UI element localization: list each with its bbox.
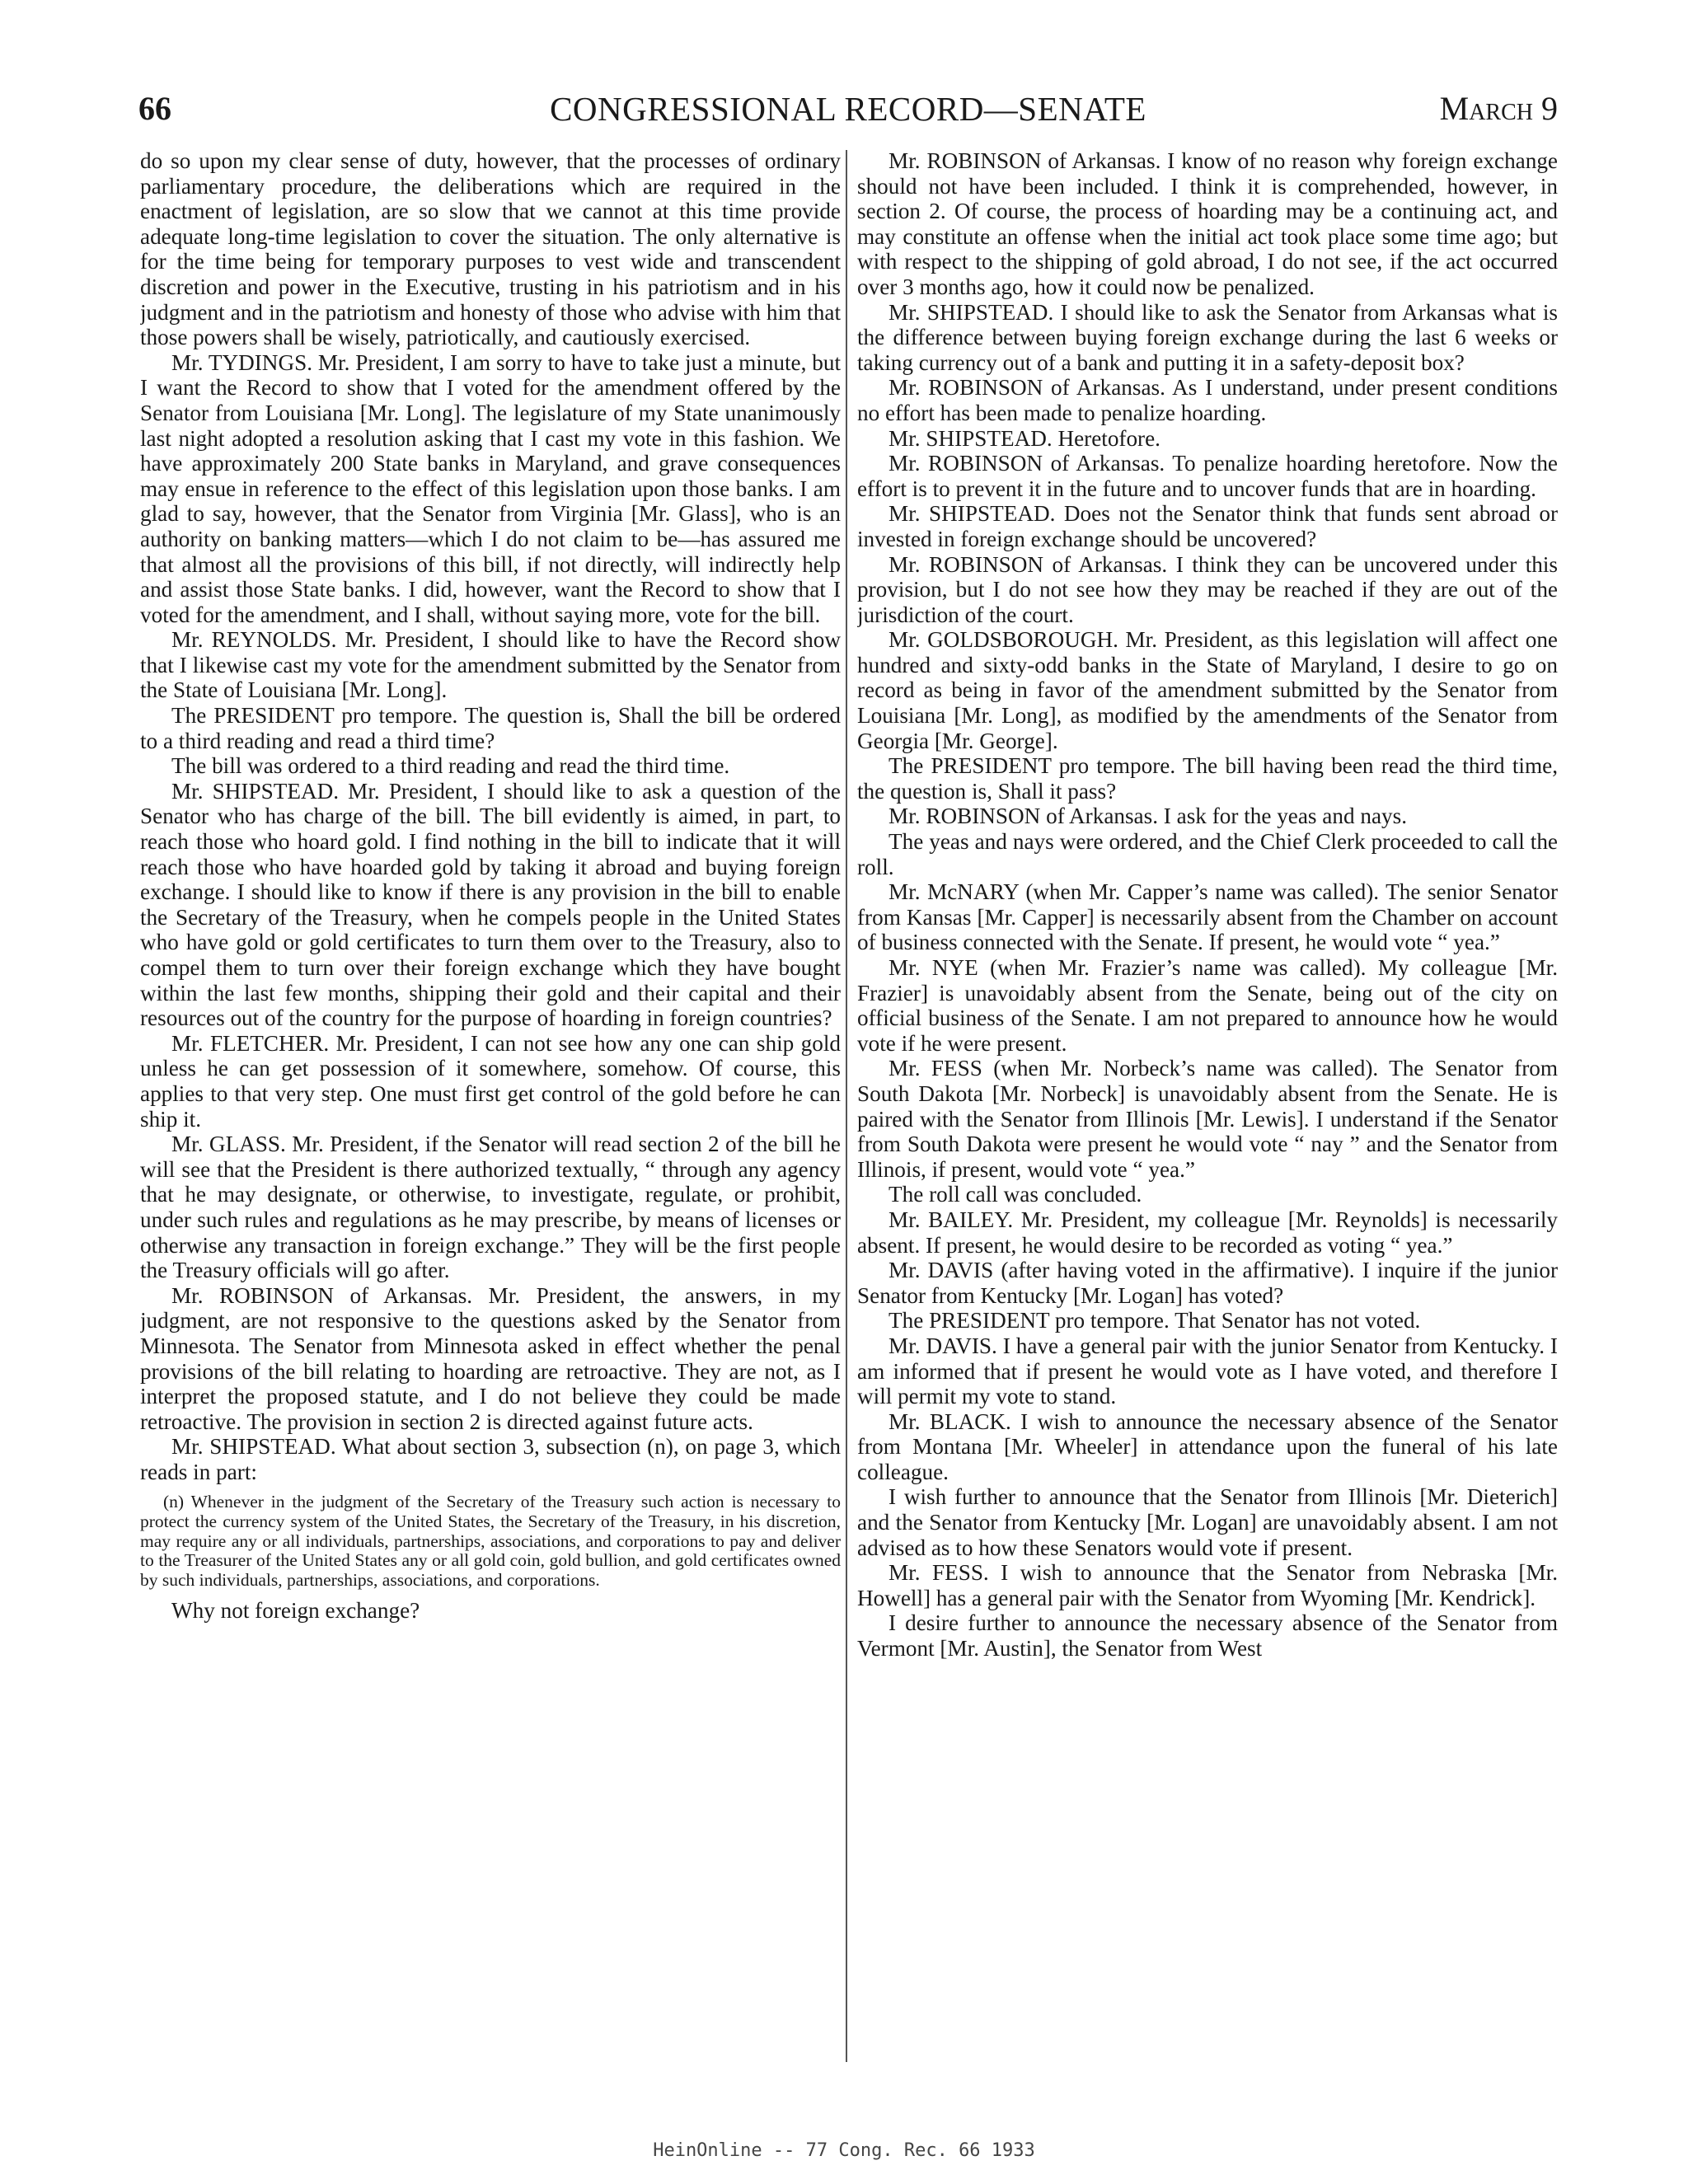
paragraph: The yeas and nays were ordered, and the Chief Clerk proceeded to call the roll. bbox=[857, 829, 1558, 879]
paragraph: Mr. ROBINSON of Arkansas. I think they can be uncovered under this provision, but I do not see how they may be reached if they are out of the jurisdiction of the court. bbox=[857, 551, 1558, 627]
paragraph: Mr. ROBINSON of Arkansas. To penalize hoarding heretofore. Now the effort is to prevent it in the future and to uncover funds that are in hoarding. bbox=[857, 451, 1558, 501]
paragraph: Mr. NYE (when Mr. Frazier’s name was called). My colleague [Mr. Frazier] is unavoidably absent from the Senate, being out of the city on official business of the Senate. I am not prepared to announce how he would vote if he were present. bbox=[857, 955, 1558, 1056]
right-column bbox=[857, 148, 1558, 2069]
publication-title: CONGRESSIONAL RECORD—SENATE bbox=[550, 90, 1146, 128]
footer-citation: HeinOnline -- 77 Cong. Rec. 66 1933 bbox=[653, 2140, 1035, 2161]
paragraph: I desire further to announce the necessary absence of the Senator from Vermont [Mr. Austin], the Senator from West bbox=[857, 1610, 1558, 1661]
paragraph: Why not foreign exchange? bbox=[171, 1598, 420, 1624]
paragraph: Mr. REYNOLDS. Mr. President, I should like to have the Record show that I likewise cast my vote for the amendment submitted by the Senator from the State of Louisiana [Mr. Long]. bbox=[140, 627, 841, 703]
paragraph: Mr. FESS (when Mr. Norbeck’s name was called). The Senator from South Dakota [Mr. Norbeck] is unavoidably absent from the Senate. He is paired with the Senator from Illinois [Mr. Lewis]. I understand if the Senator from South Dakota were present he would vote “ nay ” and the Senator from Illinois, if present, would vote “ yea.” bbox=[857, 1056, 1558, 1182]
paragraph: Mr. SHIPSTEAD. Heretofore. bbox=[889, 425, 1160, 451]
paragraph: The bill was ordered to a third reading and read the third time. bbox=[171, 753, 730, 779]
paragraph: Mr. DAVIS. I have a general pair with the junior Senator from Kentucky. I am informed that if present he would vote as I have voted, and therefore I will permit my vote to stand. bbox=[857, 1333, 1558, 1409]
paragraph: Mr. TYDINGS. Mr. President, I am sorry to have to take just a minute, but I want the Record to show that I voted for the amendment offered by the Senator from Louisiana [Mr. Long]. The legislature of my State unanimously last night adopted a resolution asking that I cast my vote in this fashion. We have approximately 200 State banks in Maryland, and grave consequences may ensue in reference to the effect of this legislation upon those banks. I am glad to say, however, that the Senator from Virginia [Mr. Glass], who is an authority on banking matters—which I do not claim to be—has assured me that almost all the provisions of this bill, if not directly, will indirectly help and assist those State banks. I did, however, want the Record to show that I voted for the amendment, and I shall, without saying more, vote for the bill. bbox=[140, 349, 841, 627]
quoted-statute: (n) Whenever in the judgment of the Secretary of the Treasury such action is necessary to protect the currency system of the United States, the Secretary of the Treasury, in his discretion, may require any or all individuals, partnerships, associations, and corporations to pay and deliver to the Treasurer of the United States any or all gold coin, gold bullion, and gold certificates owned by such individuals, partnerships, associations, and corporations. bbox=[140, 1492, 841, 1590]
paragraph: Mr. ROBINSON of Arkansas. Mr. President, the answers, in my judgment, are not responsive to the questions asked by the Senator from Minnesota. The Senator from Minnesota asked in effect whether the penal provisions of the bill relating to hoarding are retroactive. They are not, as I interpret the proposed statute, and I do not believe they could be made retroactive. The provision in section 2 is directed against future acts. bbox=[140, 1282, 841, 1434]
paragraph: Mr. SHIPSTEAD. Does not the Senator think that funds sent abroad or invested in foreign exchange should be uncovered? bbox=[857, 501, 1558, 551]
paragraph: Mr. GLASS. Mr. President, if the Senator will read section 2 of the bill he will see that the President is there authorized textually, “ through any agency that he may designate, or otherwise, to investigate, regulate, or prohibit, under such rules and regulations as he may prescribe, by means of licenses or otherwise any transaction in foreign exchange.” They will be the first people the Treasury officials will go after. bbox=[140, 1132, 841, 1283]
paragraph: Mr. ROBINSON of Arkansas. As I understand, under present conditions no effort has been made to penalize hoarding. bbox=[857, 375, 1558, 425]
page-date: March 9 bbox=[1439, 90, 1558, 127]
paragraph: Mr. FESS. I wish to announce that the Senator from Nebraska [Mr. Howell] has a general pair with the Senator from Wyoming [Mr. Kendrick]. bbox=[857, 1560, 1558, 1610]
paragraph: The PRESIDENT pro tempore. The bill having been read the third time, the question is, Shall it pass? bbox=[857, 753, 1558, 804]
paragraph: Mr. SHIPSTEAD. I should like to ask the Senator from Arkansas what is the difference between buying foreign exchange during the last 6 weeks or taking currency out of a bank and putting it in a safety-deposit box? bbox=[857, 299, 1558, 375]
page-header bbox=[138, 89, 1558, 135]
paragraph: Mr. McNARY (when Mr. Capper’s name was called). The senior Senator from Kansas [Mr. Capper] is necessarily absent from the Chamber on account of business connected with the Senate. If present, he would vote “ yea.” bbox=[857, 879, 1558, 955]
paragraph: Mr. SHIPSTEAD. What about section 3, subsection (n), on page 3, which reads in part: bbox=[140, 1434, 841, 1484]
page-number: 66 bbox=[138, 90, 171, 127]
paragraph: The roll call was concluded. bbox=[889, 1182, 1142, 1207]
paragraph: Mr. DAVIS (after having voted in the affirmative). I inquire if the junior Senator from Kentucky [Mr. Logan] has voted? bbox=[857, 1258, 1558, 1308]
paragraph: Mr. SHIPSTEAD. Mr. President, I should like to ask a question of the Senator who has charge of the bill. The bill evidently is aimed, in part, to reach those who hoard gold. I find nothing in the bill to indicate that it will reach those who have hoarded gold by taking it abroad and buying foreign exchange. I should like to know if there is any provision in the bill to enable the Secretary of the Treasury, when he compels people in the United States who have gold or gold certificates to turn them over to the Treasury, also to compel them to turn over their foreign exchange which they have bought within the last few months, shipping their gold and their capital and their resources out of the country for the purpose of hoarding in foreign countries? bbox=[140, 778, 841, 1031]
paragraph: Mr. ROBINSON of Arkansas. I know of no reason why foreign exchange should not have been included. I think it is comprehended, however, in section 2. Of course, the process of hoarding may be a continuing act, and may constitute an offense when the initial act took place some time ago; but with respect to the shipping of gold abroad, I do not see, if the act occurred over 3 months ago, how it could now be penalized. bbox=[857, 148, 1558, 299]
paragraph: The PRESIDENT pro tempore. The question is, Shall the bill be ordered to a third reading and read a third time? bbox=[140, 703, 841, 753]
paragraph: Mr. ROBINSON of Arkansas. I ask for the yeas and nays. bbox=[889, 804, 1407, 829]
paragraph: Mr. BAILEY. Mr. President, my colleague [Mr. Reynolds] is necessarily absent. If present, he would desire to be recorded as voting “ yea.” bbox=[857, 1207, 1558, 1258]
paragraph: do so upon my clear sense of duty, however, that the processes of ordinary parliamentary procedure, the deliberations which are required in the enactment of legislation, are so slow that we cannot at this time provide adequate long-time legislation to cover the situation. The only alternative is for the time being for temporary purposes to vest wide and transcendent discretion and power in the Executive, trusting in his patriotism and in his judgment and in the patriotism and honesty of those who advise with him that those powers shall be wisely, patriotically, and cautiously exercised. bbox=[140, 148, 841, 350]
paragraph: Mr. FLETCHER. Mr. President, I can not see how any one can ship gold unless he can get possession of it somewhere, somehow. Of course, this applies to that very step. One must first get control of the gold before he can ship it. bbox=[140, 1030, 841, 1132]
paragraph: Mr. GOLDSBOROUGH. Mr. President, as this legislation will affect one hundred and sixty-odd banks in the State of Maryland, I desire to go on record as being in favor of the amendment submitted by the Senator from Louisiana [Mr. Long], as modified by the amendments of the Senator from Georgia [Mr. George]. bbox=[857, 627, 1558, 753]
left-column bbox=[140, 148, 841, 2069]
paragraph: The PRESIDENT pro tempore. That Senator has not voted. bbox=[889, 1308, 1421, 1333]
paragraph: I wish further to announce that the Senator from Illinois [Mr. Dieterich] and the Senator from Kentucky [Mr. Logan] are unavoidably absent. I am not advised as to how these Senators would vote if present. bbox=[857, 1484, 1558, 1560]
column-divider bbox=[846, 150, 847, 2062]
paragraph: Mr. BLACK. I wish to announce the necessary absence of the Senator from Montana [Mr. Wheeler] in attendance upon the funeral of his late colleague. bbox=[857, 1408, 1558, 1484]
